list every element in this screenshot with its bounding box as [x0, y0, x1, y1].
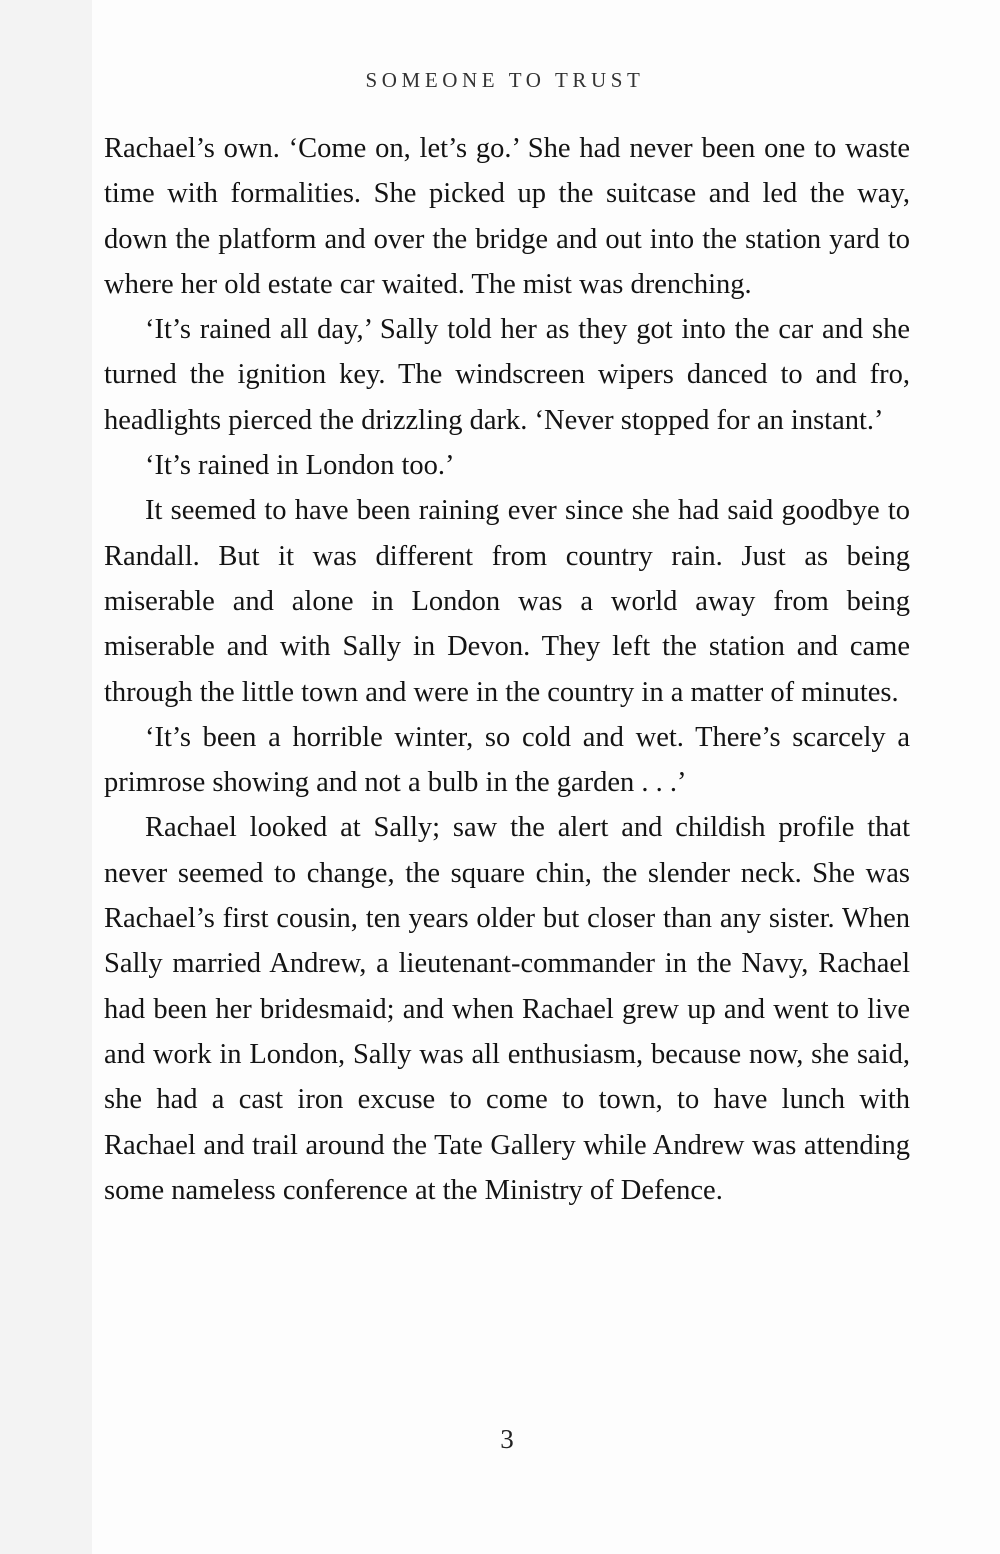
paragraph: Rachael’s own. ‘Come on, let’s go.’ She had never been one to waste time with formalities. She picked up the suitcase and led the way, down the platform and over the bridge and out into the station yard to where her old estate car waited. The mist was drenching.	[104, 133, 910, 300]
running-head: SOMEONE TO TRUST	[365, 68, 645, 92]
paragraph: Rachael looked at Sally; saw the alert and childish profile that never seemed to change, the square chin, the slender neck. She was Rachael’s first cousin, ten years older but closer than any sister. When Sally married Andrew, a lieutenant-commander in the Navy, Rachael had been her bridesmaid; and when Rachael grew up and went to live and work in London, Sally was all enthusiasm, because now, she said, she had a cast iron excuse to come to town, to have lunch with Rachael and trail around the Tate Gallery while Andrew was attending some nameless conference at the Ministry of Defence.	[104, 812, 910, 1206]
page-gutter-shadow	[0, 0, 92, 1554]
paragraph: ‘It’s been a horrible winter, so cold and wet. There’s scarcely a primrose showing and not a bulb in the garden . . .’	[104, 721, 910, 799]
page-number: 3	[500, 1424, 514, 1454]
paragraph: It seemed to have been raining ever since she had said goodbye to Randall. But it was different from country rain. Just as being miserable and alone in London was a world away from being miserable and with Sally in Devon. They left the station and came through the little town and were in the country in a matter of minutes.	[104, 495, 910, 708]
paragraph: ‘It’s rained in London too.’	[145, 450, 455, 482]
body-text	[104, 126, 910, 1213]
paragraph: ‘It’s rained all day,’ Sally told her as they got into the car and she turned the ignition key. The windscreen wipers danced to and fro, headlights pierced the drizzling dark. ‘Never stopped for an instant.’	[104, 314, 910, 436]
